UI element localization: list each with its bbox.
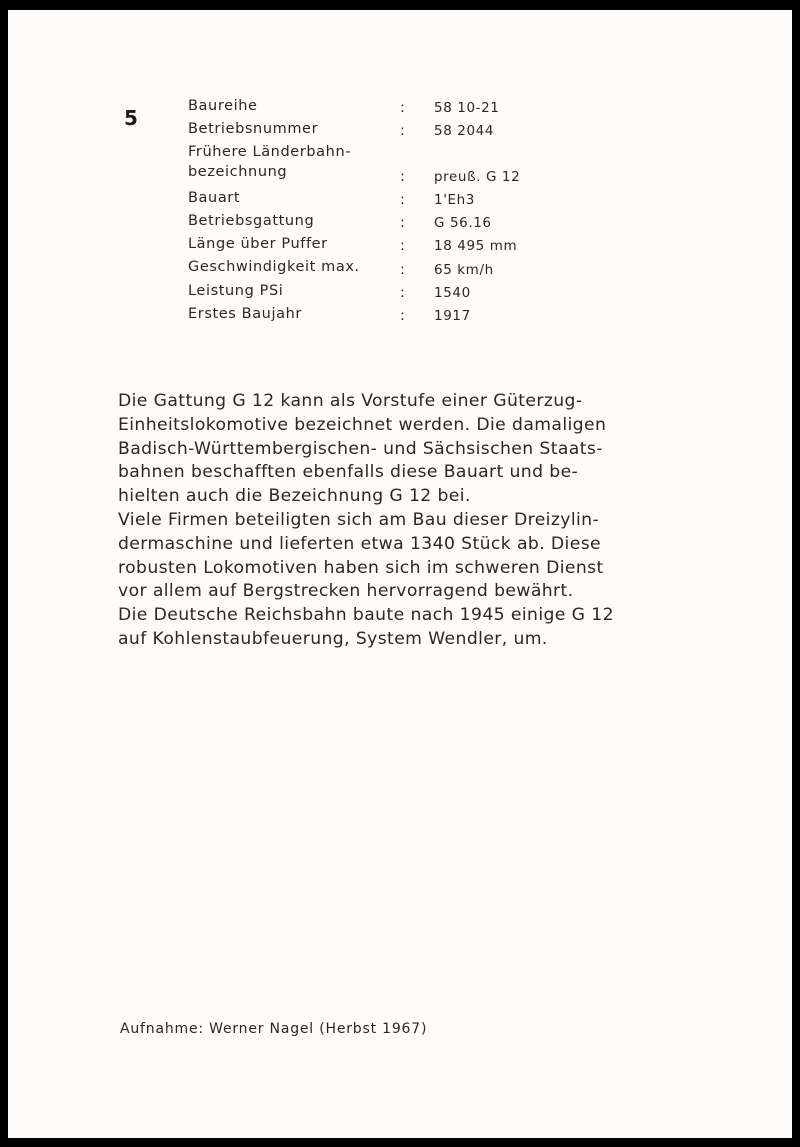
description-line: Die Deutsche Reichsbahn baute nach 1945 einige G 12 [118, 605, 614, 626]
description-line: robusten Lokomotiven haben sich im schweren Dienst [118, 557, 604, 578]
description-line: Viele Firmen beteiligten sich am Bau dieser Dreizylin- [118, 509, 600, 530]
spec-value: G 56.16 [434, 215, 492, 232]
spec-value: 1917 [434, 307, 471, 324]
description-line: bahnen beschafften ebenfalls diese Bauart und be- [118, 462, 579, 483]
spec-separator: : [400, 192, 406, 209]
card-number: 5 [124, 106, 138, 130]
spec-separator: : [400, 215, 406, 232]
spec-value: preuß. G 12 [434, 169, 521, 186]
description-text [118, 390, 688, 652]
spec-value: 1540 [434, 284, 471, 301]
spec-value: 18 495 mm [434, 238, 518, 255]
spec-label: Geschwindigkeit max. [188, 259, 360, 276]
spec-label: Frühere Länderbahn- bezeichnung [188, 144, 352, 181]
spec-value: 65 km/h [434, 261, 494, 278]
description-line: dermaschine und lieferten etwa 1340 Stück ab. Diese [118, 533, 602, 554]
description-line: vor allem auf Bergstrecken hervorragend bewährt. [118, 581, 574, 602]
description-line: Badisch-Württembergischen- und Sächsischen Staats- [118, 438, 603, 459]
spec-separator: : [400, 284, 406, 301]
spec-value: 1'Eh3 [434, 192, 475, 209]
spec-label: Leistung PSi [188, 282, 284, 299]
spec-label: Baureihe [188, 98, 258, 114]
photo-credit: Aufnahme: Werner Nagel (Herbst 1967) [120, 1021, 428, 1037]
spec-label: Erstes Baujahr [188, 305, 302, 322]
spec-separator: : [400, 169, 406, 186]
spec-separator: : [400, 307, 406, 324]
spec-label: Betriebsnummer [188, 121, 319, 138]
spec-value: 58 2044 [434, 123, 495, 140]
spec-separator: : [400, 100, 406, 117]
spec-label: Bauart [188, 190, 241, 207]
description-line: auf Kohlenstaubfeuerung, System Wendler, um. [118, 628, 548, 649]
spec-label: Betriebsgattung [188, 213, 315, 230]
description-line: Die Gattung G 12 kann als Vorstufe einer Güterzug- [118, 391, 583, 411]
spec-separator: : [400, 238, 406, 255]
description-line: Einheitslokomotive bezeichnet werden. Die damaligen [118, 414, 607, 435]
description-line: hielten auch die Bezeichnung G 12 bei. [118, 486, 471, 507]
spec-separator: : [400, 261, 406, 278]
postcard-back [8, 10, 792, 1138]
spec-separator: : [400, 123, 406, 140]
spec-label: Länge über Puffer [188, 236, 328, 253]
spec-value: 58 10-21 [434, 100, 500, 117]
